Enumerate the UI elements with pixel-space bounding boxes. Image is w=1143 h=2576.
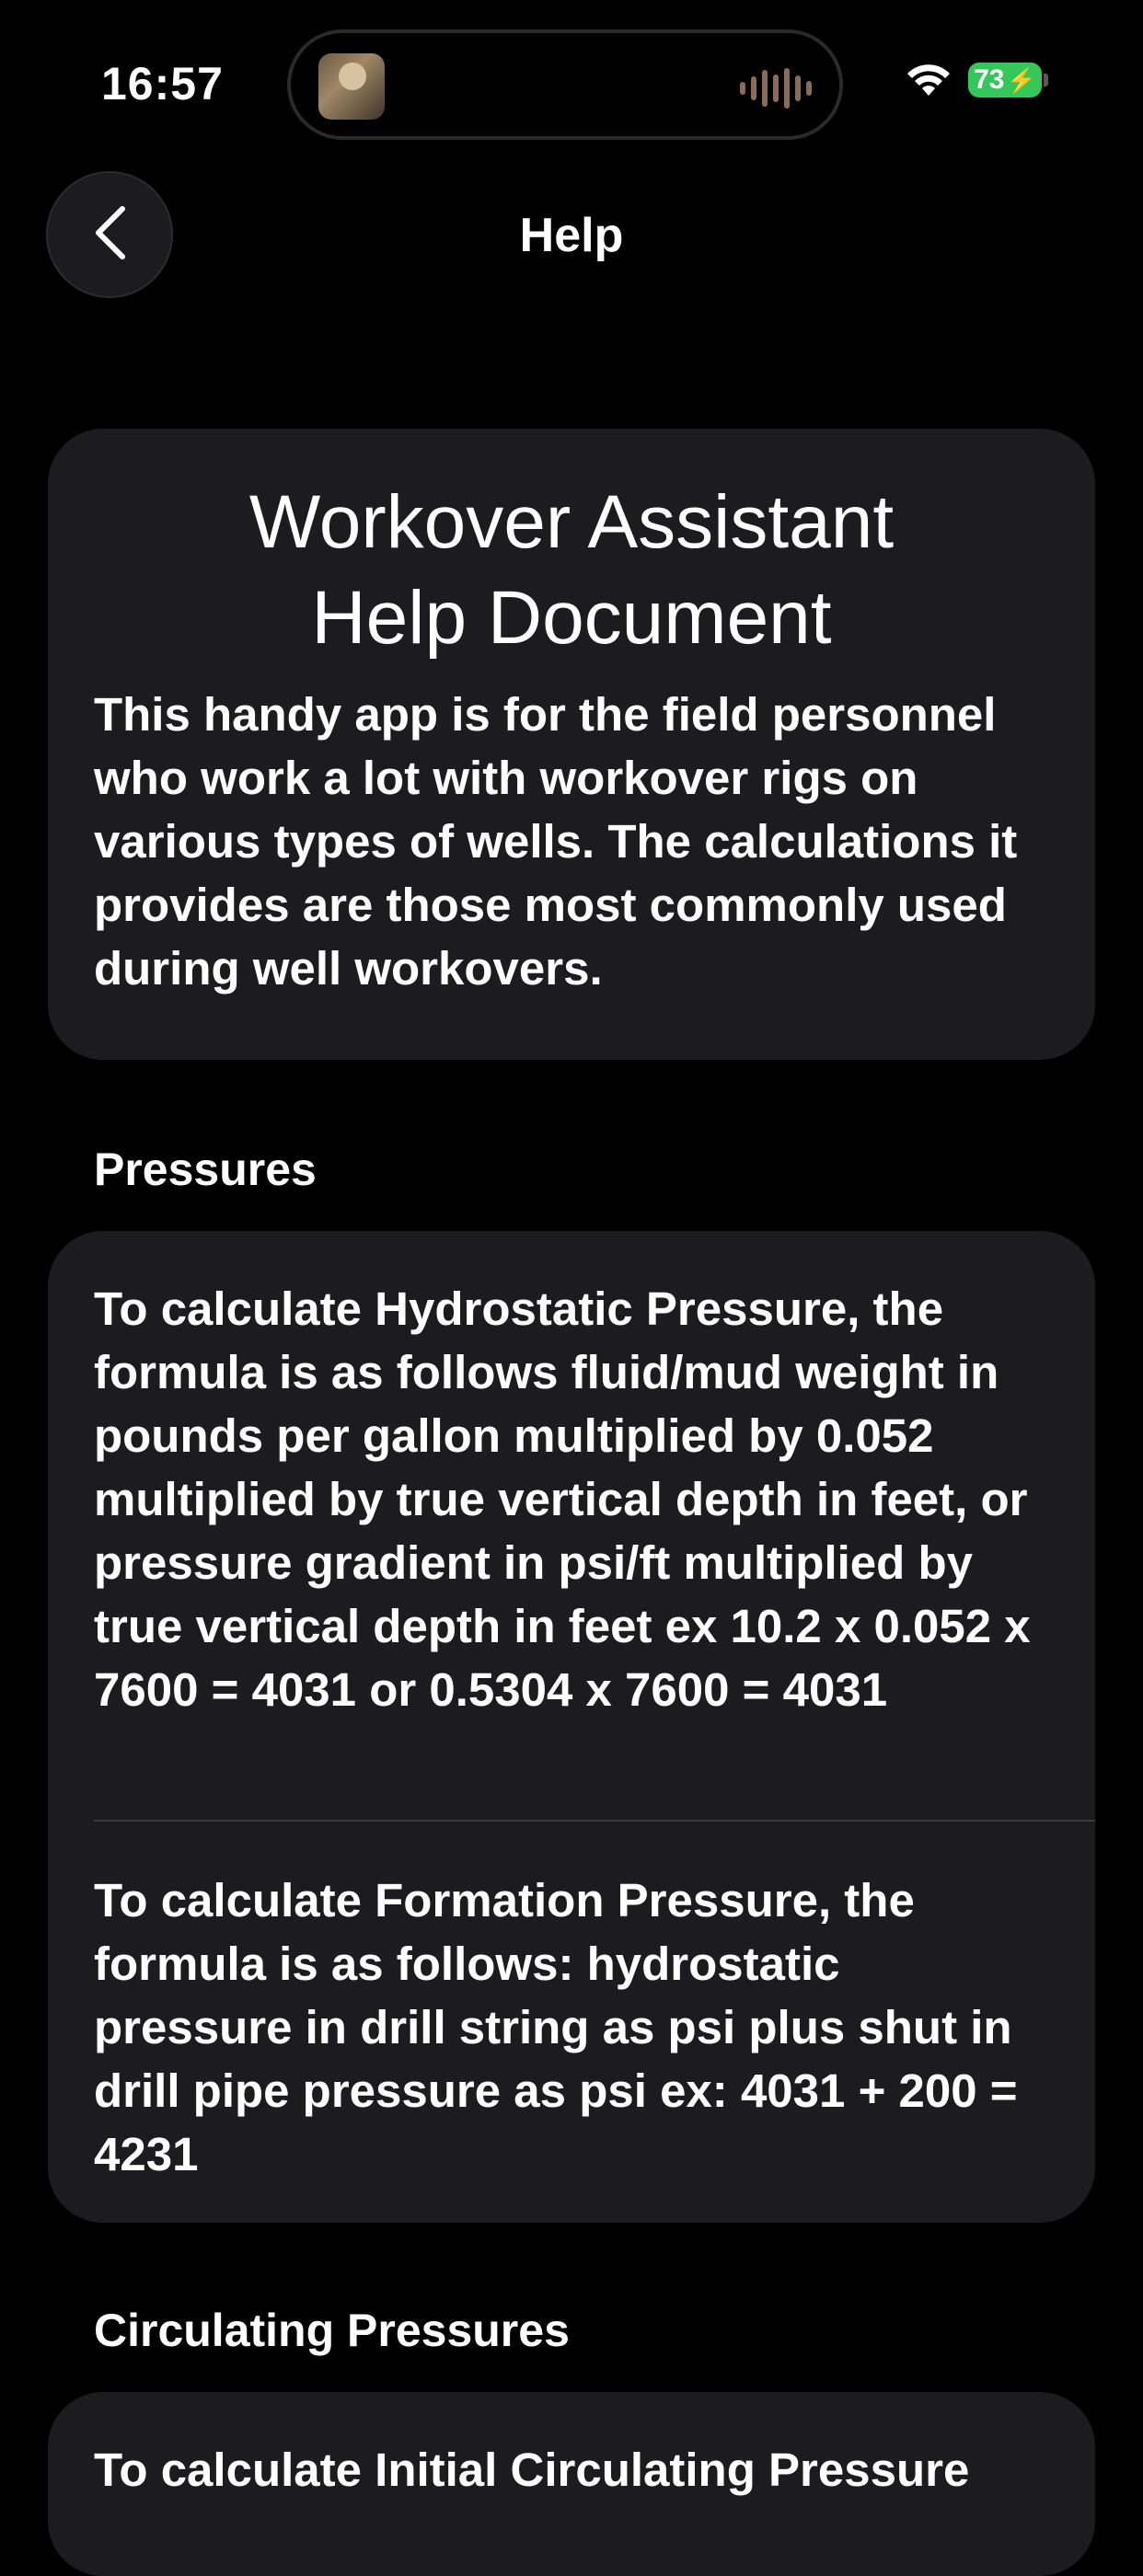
intro-card [48,429,1095,1060]
status-indicators [906,63,1042,98]
section-header-pressures: Pressures [94,1144,317,1195]
circulating-pressures-card [48,2392,1095,2576]
status-bar [0,0,1143,166]
section-header-circulating-pressures: Circulating Pressures [94,2305,570,2356]
now-playing-artwork[interactable] [318,53,385,120]
dynamic-island[interactable] [287,29,843,140]
initial-circulating-pressure-text: To calculate Initial Circulating Pressure [94,2444,970,2496]
hydrostatic-pressure-text: To calculate Hydrostatic Pressure, the formula is as follows fluid/mud weight in pounds per gallon multiplied by 0.052 multiplied by true vertical depth in feet, or pressure gradient in psi/ft multiplied by true vertical depth in feet ex 10.2 x 0.052 x 7600 = 4031 or 0.5304 x 7600 = 4031 [94,1282,1031,1716]
intro-text: This handy app is for the field personnel who work a lot with workover rigs on various types of wells. The calculations it provides are those most commonly used during well workovers. [94,688,1018,995]
page-title: Help [519,209,624,262]
row-divider [94,1820,1095,1822]
audio-waveform-icon [740,68,812,109]
pressures-card [48,1231,1095,2223]
battery-level: 73 [974,64,1005,95]
charging-bolt-icon: ⚡ [1006,65,1036,94]
wifi-icon [906,63,952,98]
battery-icon [968,63,1042,98]
document-title [94,475,1049,666]
status-time: 16:57 [101,58,224,109]
formation-pressure-text: To calculate Formation Pressure, the formula is as follows: hydrostatic pressure in drill string as psi plus shut in drill pipe pressure as psi ex: 4031 + 200 = 4231 [94,1874,1018,2180]
document-title-line1: Workover Assistant [248,480,895,564]
document-title-line2: Help Document [311,576,832,660]
